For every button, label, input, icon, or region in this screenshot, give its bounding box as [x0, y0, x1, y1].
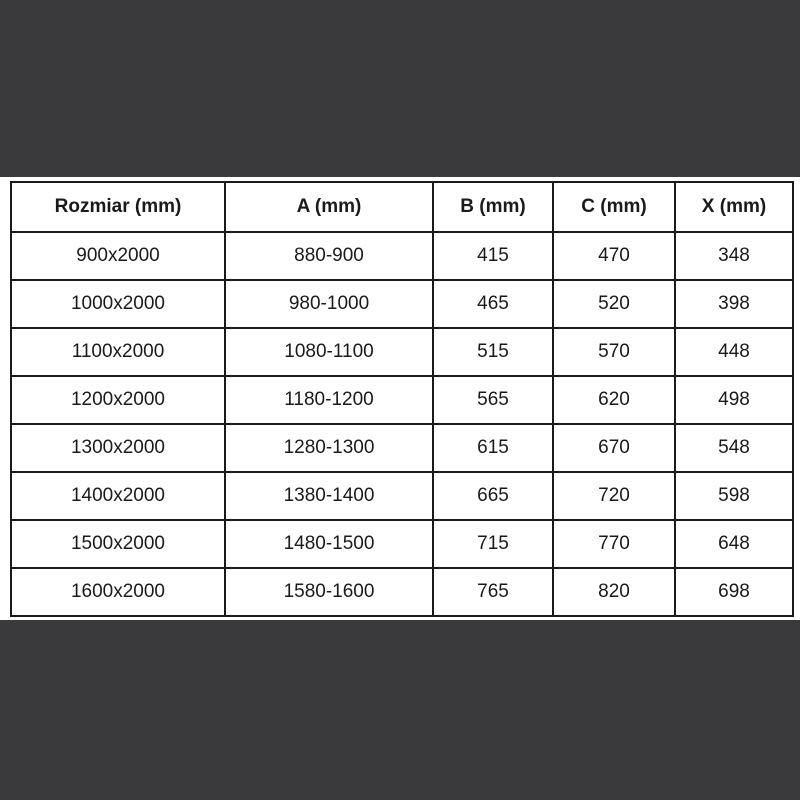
table-row	[11, 520, 793, 568]
table-cell: 820	[553, 568, 675, 616]
table-cell: 598	[675, 472, 793, 520]
table-cell: 1280-1300	[225, 424, 433, 472]
table-cell: 1080-1100	[225, 328, 433, 376]
table-cell: 720	[553, 472, 675, 520]
table-cell: 1100x2000	[11, 328, 225, 376]
table-cell: 980-1000	[225, 280, 433, 328]
table-cell: 498	[675, 376, 793, 424]
table-cell: 1180-1200	[225, 376, 433, 424]
table-cell: 1600x2000	[11, 568, 225, 616]
table-cell: 715	[433, 520, 553, 568]
table-cell: 1500x2000	[11, 520, 225, 568]
table-cell: 470	[553, 232, 675, 280]
column-header-b: B (mm)	[433, 182, 553, 232]
table-cell: 1380-1400	[225, 472, 433, 520]
table-cell: 1580-1600	[225, 568, 433, 616]
table-cell: 670	[553, 424, 675, 472]
size-table	[10, 181, 794, 617]
table-cell: 348	[675, 232, 793, 280]
header-row	[11, 182, 793, 232]
table-cell: 698	[675, 568, 793, 616]
table-cell: 465	[433, 280, 553, 328]
table-cell: 770	[553, 520, 675, 568]
table-row	[11, 280, 793, 328]
table-cell: 1300x2000	[11, 424, 225, 472]
table-cell: 620	[553, 376, 675, 424]
column-header-c: C (mm)	[553, 182, 675, 232]
table-cell: 900x2000	[11, 232, 225, 280]
table-cell: 648	[675, 520, 793, 568]
table-panel	[0, 177, 800, 620]
table-cell: 448	[675, 328, 793, 376]
table-cell: 880-900	[225, 232, 433, 280]
table-row	[11, 472, 793, 520]
table-row	[11, 568, 793, 616]
table-cell: 515	[433, 328, 553, 376]
column-header-x: X (mm)	[675, 182, 793, 232]
table-row	[11, 424, 793, 472]
table-row	[11, 328, 793, 376]
column-header-a: A (mm)	[225, 182, 433, 232]
table-cell: 1200x2000	[11, 376, 225, 424]
table-cell: 1480-1500	[225, 520, 433, 568]
table-row	[11, 376, 793, 424]
table-cell: 765	[433, 568, 553, 616]
table-cell: 548	[675, 424, 793, 472]
table-cell: 415	[433, 232, 553, 280]
table-cell: 565	[433, 376, 553, 424]
table-cell: 1400x2000	[11, 472, 225, 520]
table-cell: 520	[553, 280, 675, 328]
table-cell: 615	[433, 424, 553, 472]
column-header-rozmiar: Rozmiar (mm)	[11, 182, 225, 232]
table-cell: 570	[553, 328, 675, 376]
size-table-body	[11, 232, 793, 616]
size-table-header	[11, 182, 793, 232]
table-cell: 665	[433, 472, 553, 520]
table-cell: 1000x2000	[11, 280, 225, 328]
table-row	[11, 232, 793, 280]
table-cell: 398	[675, 280, 793, 328]
